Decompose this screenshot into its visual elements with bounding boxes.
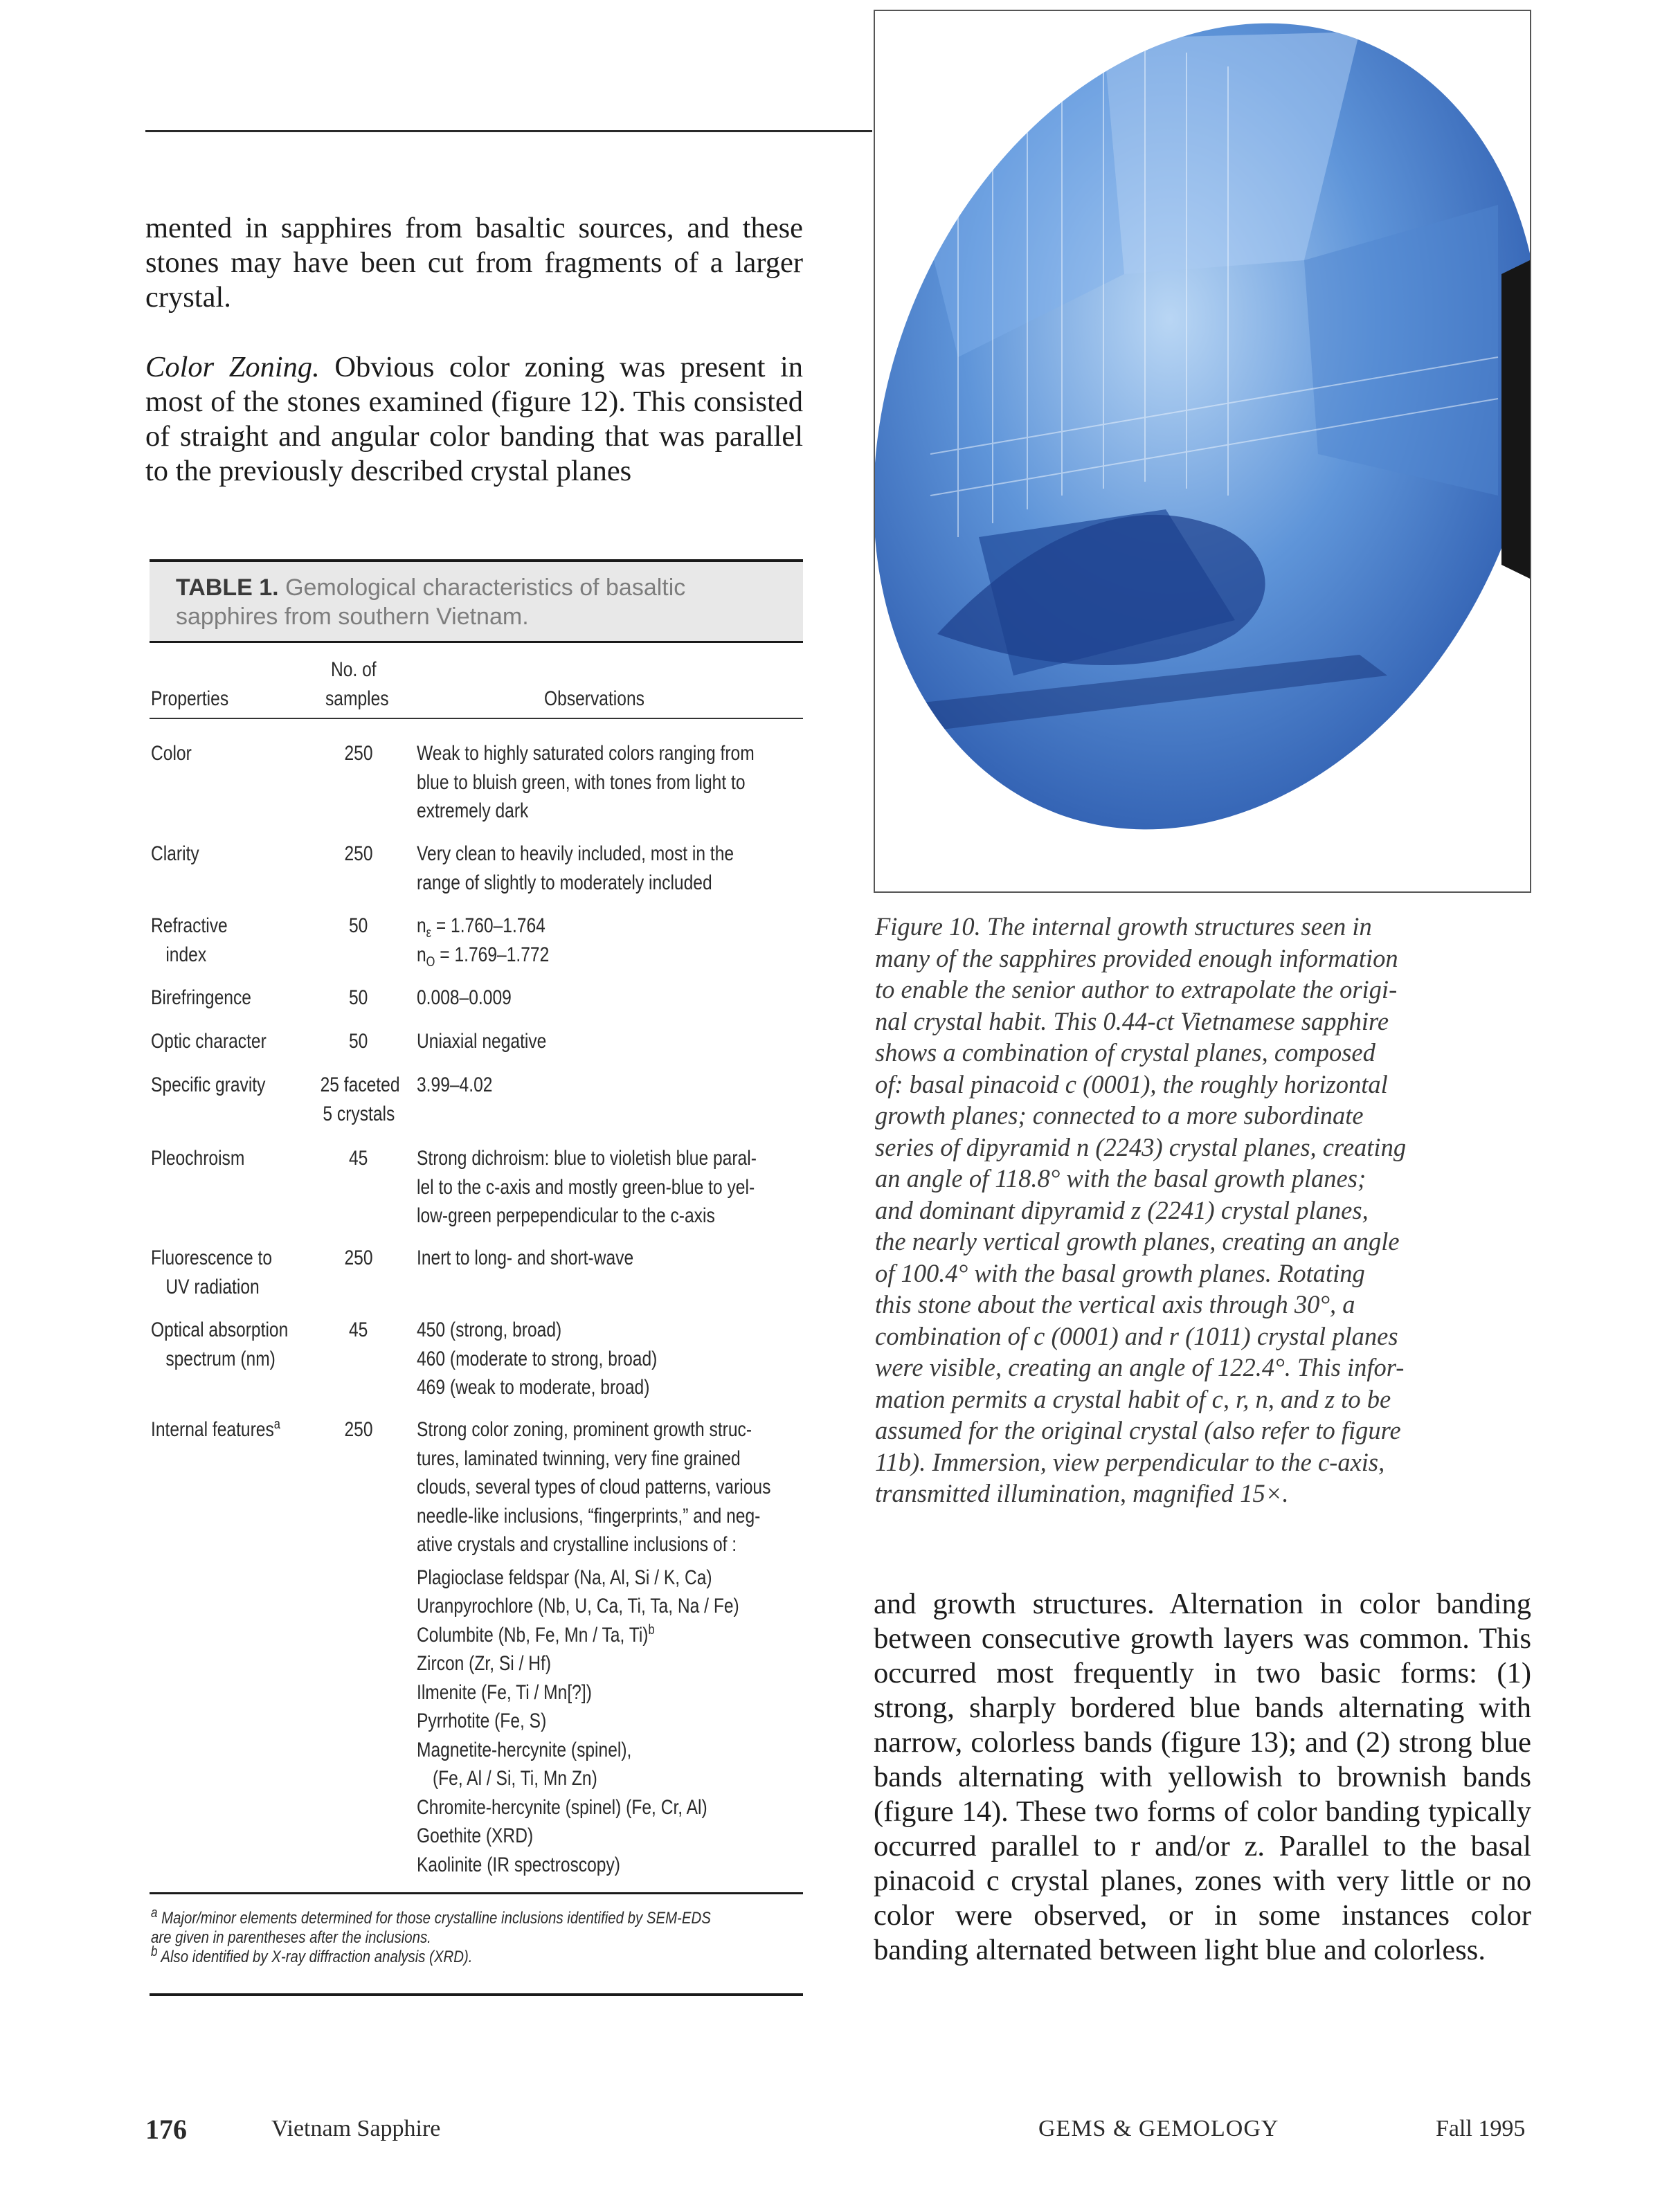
header-samples-line2: samples bbox=[325, 687, 389, 710]
body-paragraph-2-text: Obvious color zoning was present in most of the stones examined (figure 12). This consisted of straight and angular color banding that was parallel to the previously described crystal planes bbox=[145, 351, 803, 487]
inclusion-item: Pyrrhotite (Fe, S) bbox=[417, 1710, 547, 1732]
row-observation: needle-like inclusions, “fingerprints,” and neg- bbox=[417, 1504, 761, 1527]
caption-line: assumed for the original crystal (also refer to figure bbox=[875, 1416, 1401, 1444]
inclusion-item-continued: (Fe, Al / Si, Ti, Mn Zn) bbox=[432, 1767, 597, 1790]
header-observations: Observations bbox=[544, 687, 644, 710]
row-property: Color bbox=[151, 742, 192, 765]
caption-line: nal crystal habit. This 0.44-ct Vietnamese sapphire bbox=[875, 1006, 1389, 1035]
row-samples: 50 bbox=[349, 914, 368, 937]
body-paragraph-3: and growth structures. Alternation in color banding between consecutive growth layers was common. This occurred most frequently in two basic forms: (1) strong, sharply bordered blue bands alternating with narrow, colorless bands (figure 13); and (2) strong blue bands alternating with yellowish to brownish bands (figure 14). These two forms of color banding typically occurred parallel to r and/or z. Parallel to the basal pinacoid c crystal planes, zones with very little or no color were observed, or in some instances color banding alternated between light blue and colorless. bbox=[874, 1588, 1531, 1966]
row-samples: 45 bbox=[349, 1147, 368, 1170]
row-observation: blue to bluish green, with tones from light to bbox=[417, 770, 746, 794]
table-bottom-rule bbox=[150, 1892, 803, 1894]
caption-line: were visible, creating an angle of 122.4°. This infor- bbox=[875, 1353, 1405, 1381]
row-observation-ne: $n_\varepsilon = 1.760-1.764$ bbox=[417, 914, 545, 941]
caption-line: mation permits a crystal habit of c, r, n, and z to be bbox=[875, 1384, 1391, 1413]
row-observation: clouds, several types of cloud patterns, various bbox=[417, 1476, 771, 1498]
inclusion-item: Columbite (Nb, Fe, Mn / Ta, Ti)$^b$ bbox=[417, 1622, 655, 1647]
row-observation: 469 (weak to moderate, broad) bbox=[417, 1376, 650, 1399]
caption-line: transmitted illumination, magnified 15×. bbox=[875, 1479, 1289, 1507]
inclusion-item: Plagioclase feldspar (Na, Al, Si / K, Ca) bbox=[417, 1566, 712, 1589]
row-property: Optical absorption bbox=[151, 1318, 289, 1341]
row-observation: Weak to highly saturated colors ranging from bbox=[417, 742, 755, 765]
footnote-marker-b: b bbox=[648, 1622, 655, 1638]
table-header bbox=[150, 643, 803, 719]
sapphire-photo-illustration bbox=[875, 11, 1530, 891]
row-samples: 250 bbox=[344, 1246, 373, 1269]
footnote-marker-a: a bbox=[273, 1417, 280, 1432]
page-number: 176 bbox=[145, 2114, 187, 2145]
row-observation: 3.99–4.02 bbox=[417, 1073, 493, 1096]
row-samples-continued: 5 crystals bbox=[323, 1102, 395, 1125]
figure-10-caption bbox=[875, 911, 1540, 1510]
row-property: Optic character bbox=[151, 1030, 267, 1053]
inclusion-item: Ilmenite (Fe, Ti / Mn[?]) bbox=[417, 1680, 592, 1704]
inclusion-item: Goethite (XRD) bbox=[417, 1824, 534, 1847]
row-property-continued: spectrum (nm) bbox=[165, 1347, 276, 1370]
table-end-rule bbox=[150, 1993, 803, 1996]
running-title: Vietnam Sapphire bbox=[271, 2116, 441, 2141]
table-caption bbox=[150, 559, 803, 643]
table-title: Gemological characteristics of basaltic sapphires from southern Vietnam. bbox=[176, 574, 686, 630]
caption-line: this stone about the vertical axis through 30°, a bbox=[875, 1290, 1355, 1318]
row-property: Clarity bbox=[151, 842, 199, 865]
section-heading-color-zoning: Color Zoning. bbox=[145, 351, 320, 383]
row-samples: 50 bbox=[349, 986, 368, 1009]
row-samples: 250 bbox=[344, 742, 373, 765]
row-samples: 250 bbox=[344, 842, 373, 865]
inclusion-item: Chromite-hercynite (spinel) (Fe, Cr, Al) bbox=[417, 1795, 707, 1819]
table-label: TABLE 1. bbox=[176, 574, 279, 601]
row-observation: low-green perpependicular to the c-axis bbox=[417, 1204, 715, 1227]
figure-10-photo bbox=[874, 10, 1531, 893]
header-samples-line1: No. of bbox=[331, 658, 377, 681]
inclusion-item: Kaolinite (IR spectroscopy) bbox=[417, 1853, 620, 1876]
row-samples: 45 bbox=[349, 1318, 368, 1341]
table-footnote-a: $^a$ Major/minor elements determined for those crystalline inclusions identified by SEM-EDS bbox=[151, 1905, 711, 1928]
caption-line: of: basal pinacoid c (0001), the roughly horizontal bbox=[875, 1069, 1388, 1098]
caption-line: of 100.4° with the basal growth planes. Rotating bbox=[875, 1258, 1365, 1287]
row-property: Specific gravity bbox=[151, 1073, 266, 1096]
inclusion-item: Magnetite-hercynite (spinel), bbox=[417, 1738, 632, 1761]
row-observation: Inert to long- and short-wave bbox=[417, 1246, 634, 1269]
journal-name: GEMS & GEMOLOGY bbox=[1038, 2116, 1279, 2141]
body-paragraph-2 bbox=[145, 350, 803, 489]
body-paragraph-1: mented in sapphires from basaltic sources, and these stones may have been cut from fragments of a larger crystal. bbox=[145, 212, 803, 314]
caption-line: and dominant dipyramid z (2241) crystal planes, bbox=[875, 1195, 1369, 1224]
row-property: Pleochroism bbox=[151, 1147, 245, 1170]
inclusion-item: Zircon (Zr, Si / Hf) bbox=[417, 1652, 552, 1675]
row-observation: 460 (moderate to strong, broad) bbox=[417, 1347, 658, 1370]
row-property: Birefringence bbox=[151, 986, 251, 1009]
row-observation-no: $n_O = 1.769-1.772$ bbox=[417, 943, 550, 970]
row-property-continued: UV radiation bbox=[165, 1275, 260, 1298]
top-rule bbox=[145, 130, 872, 132]
caption-line: growth planes; connected to a more subordinate bbox=[875, 1101, 1364, 1130]
row-observation: Strong color zoning, prominent growth struc- bbox=[417, 1418, 752, 1441]
row-samples: 250 bbox=[344, 1418, 373, 1441]
row-observation: 0.008–0.009 bbox=[417, 986, 512, 1009]
row-observation: Uniaxial negative bbox=[417, 1030, 547, 1053]
caption-line: combination of c (0001) and r (1011) crystal planes bbox=[875, 1321, 1398, 1350]
row-property: Internal features bbox=[151, 1418, 274, 1441]
row-observation: Very clean to heavily included, most in the bbox=[417, 842, 734, 865]
row-samples: 50 bbox=[349, 1030, 368, 1053]
caption-line: shows a combination of crystal planes, composed bbox=[875, 1038, 1375, 1067]
table-1 bbox=[145, 559, 803, 1966]
header-properties: Properties bbox=[151, 687, 229, 710]
caption-line: Figure 10. The internal growth structures seen in bbox=[875, 912, 1372, 941]
row-observation: lel to the c-axis and mostly green-blue to yel- bbox=[417, 1175, 755, 1199]
row-property-continued: index bbox=[165, 943, 207, 966]
row-observation: extremely dark bbox=[417, 799, 529, 822]
caption-line: series of dipyramid n (2243) crystal planes, creating bbox=[875, 1132, 1407, 1161]
row-property: Fluorescence to bbox=[151, 1246, 273, 1269]
caption-line: many of the sapphires provided enough information bbox=[875, 943, 1398, 972]
table-footnote-a-continued: are given in parentheses after the inclusions. bbox=[151, 1928, 431, 1947]
inclusion-item: Uranpyrochlore (Nb, U, Ca, Ti, Ta, Na / Fe) bbox=[417, 1595, 739, 1617]
caption-line: 11b). Immersion, view perpendicular to the c-axis, bbox=[875, 1447, 1385, 1476]
issue-date: Fall 1995 bbox=[1436, 2116, 1526, 2141]
caption-line: to enable the senior author to extrapolate the origi- bbox=[875, 975, 1398, 1004]
caption-line: the nearly vertical growth planes, creating an angle bbox=[875, 1227, 1400, 1255]
row-samples: 25 faceted bbox=[320, 1073, 400, 1096]
row-property: Refractive bbox=[151, 914, 228, 937]
row-observation: range of slightly to moderately included bbox=[417, 871, 712, 894]
caption-line: an angle of 118.8° with the basal growth planes; bbox=[875, 1164, 1366, 1193]
row-observation: tures, laminated twinning, very fine grained bbox=[417, 1447, 741, 1470]
row-observation: 450 (strong, broad) bbox=[417, 1318, 562, 1341]
table-footnote-b: $^b$ Also identified by X-ray diffraction analysis (XRD). bbox=[151, 1944, 473, 1966]
row-observation: Strong dichroism: blue to violetish blue paral- bbox=[417, 1147, 757, 1170]
row-observation: ative crystals and crystalline inclusions of : bbox=[417, 1533, 737, 1556]
